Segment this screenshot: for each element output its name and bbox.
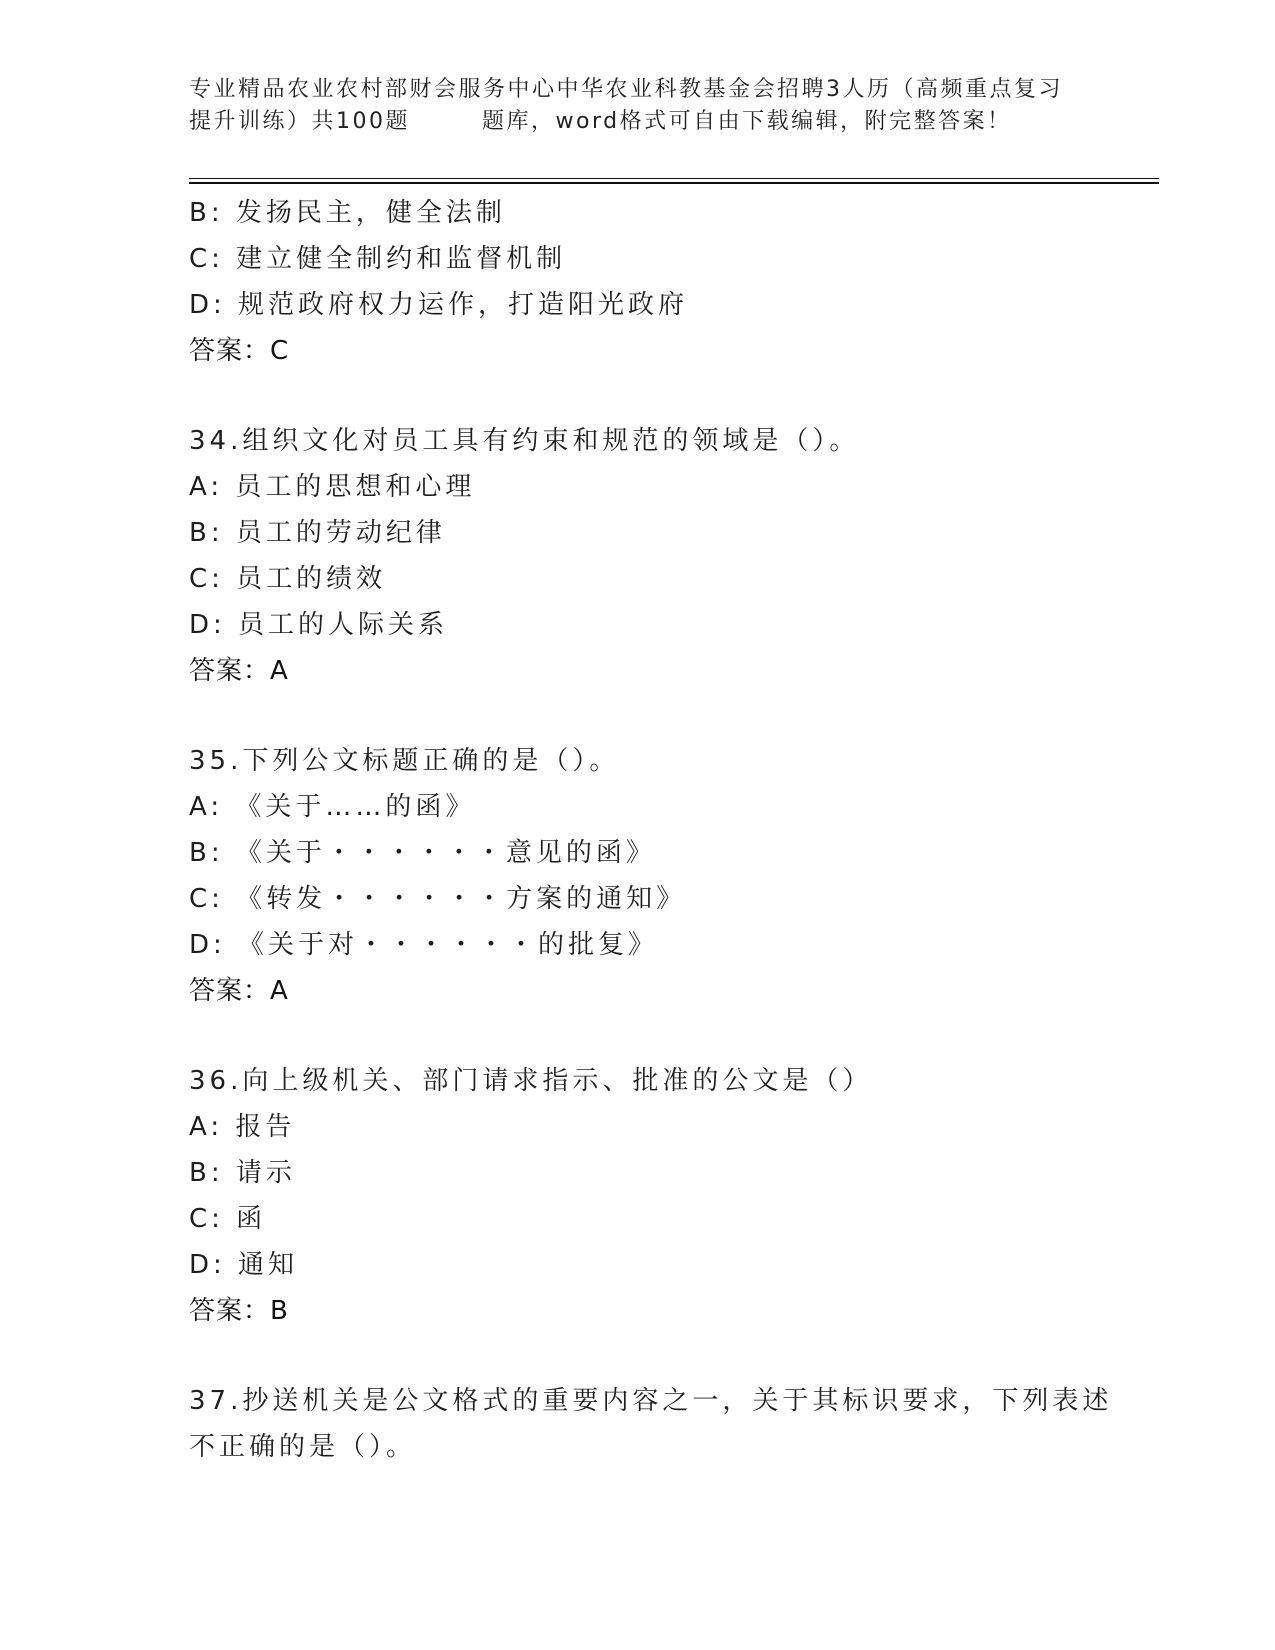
option-b: B: 《关于・・・・・・意见的函》 [189, 838, 656, 868]
question-block-36 [189, 1058, 1149, 1334]
spacer [189, 1334, 1149, 1378]
option-c: C: 函 [189, 1204, 267, 1234]
option-a: A: 员工的思想和心理 [189, 472, 476, 502]
answer-label: 答案：A [189, 656, 289, 686]
option-a: A: 报告 [189, 1112, 296, 1142]
spacer [189, 374, 1149, 418]
header-divider-bottom [189, 182, 1159, 184]
question-block-37 [189, 1378, 1113, 1470]
question-text: 36.向上级机关、部门请求指示、批准的公文是（） [189, 1066, 873, 1096]
option-a: A: 《关于……的函》 [189, 792, 476, 822]
answer-label: 答案：B [189, 1296, 289, 1326]
option-d: D: 员工的人际关系 [189, 610, 449, 640]
question-text-line-2: 不正确的是（）。 [189, 1432, 417, 1462]
option-c: C: 《转发・・・・・・方案的通知》 [189, 884, 687, 914]
question-text: 34.组织文化对员工具有约束和规范的领域是（）。 [189, 426, 860, 456]
question-text: 35.下列公文标题正确的是（）。 [189, 746, 620, 776]
header-divider-top [189, 178, 1159, 179]
spacer [189, 1014, 1149, 1058]
document-header [189, 74, 1109, 138]
option-d: D: 规范政府权力运作，打造阳光政府 [189, 290, 689, 320]
question-block-33 [189, 190, 1149, 374]
option-b: B: 发扬民主，健全法制 [189, 198, 506, 228]
answer-label: 答案：A [189, 976, 289, 1006]
option-b: B: 员工的劳动纪律 [189, 518, 446, 548]
header-line-1: 专业精品农业农村部财会服务中心中华农业科教基金会招聘3人历（高频重点复习 [189, 77, 1063, 102]
question-block-35 [189, 738, 1149, 1014]
answer-label: 答案：C [189, 336, 290, 366]
option-b: B: 请示 [189, 1158, 296, 1188]
option-c: C: 建立健全制约和监督机制 [189, 244, 567, 274]
question-block-34 [189, 418, 1149, 694]
option-d: D: 《关于对・・・・・・的批复》 [189, 930, 659, 960]
header-line-2-left: 提升训练）共100题 [189, 109, 410, 134]
header-line-2-right: 题库，word格式可自由下载编辑，附完整答案！ [482, 109, 1012, 134]
header-line-2 [189, 106, 1109, 138]
option-d: D: 通知 [189, 1250, 299, 1280]
option-c: C: 员工的绩效 [189, 564, 387, 594]
spacer [189, 694, 1149, 738]
question-list [189, 190, 1149, 1470]
question-text-line-1: 37.抄送机关是公文格式的重要内容之一，关于其标识要求，下列表述 [189, 1386, 1113, 1416]
